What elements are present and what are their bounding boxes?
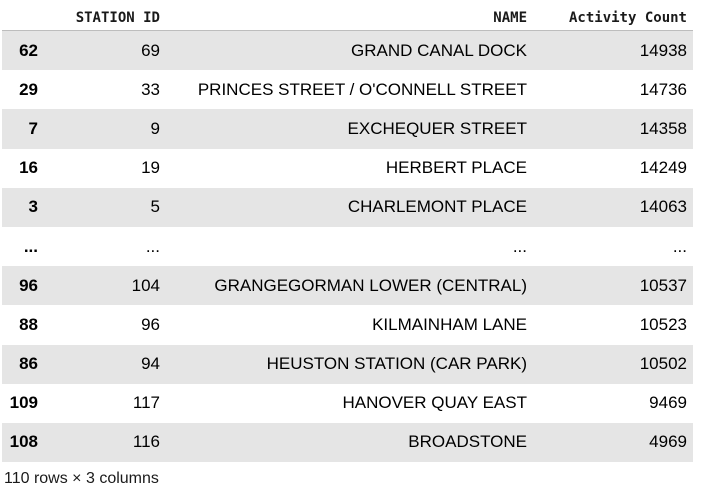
station-id-cell: 69 xyxy=(141,40,160,60)
ellipsis-row xyxy=(2,227,693,266)
station-id-cell: 9 xyxy=(150,118,160,138)
row-index: 7 xyxy=(28,118,38,138)
table-row xyxy=(2,109,693,148)
row-index: 96 xyxy=(19,275,38,295)
dataframe-table xyxy=(2,0,693,462)
row-index: 29 xyxy=(19,79,38,99)
name-cell: CHARLEMONT PLACE xyxy=(347,197,527,217)
name-cell: GRAND CANAL DOCK xyxy=(350,40,527,60)
table-row xyxy=(2,266,693,305)
row-index: 16 xyxy=(19,158,38,178)
name-cell: HEUSTON STATION (CAR PARK) xyxy=(266,354,527,374)
activity-count-cell: 14063 xyxy=(639,197,687,217)
row-index: 3 xyxy=(28,197,38,217)
activity-count-cell: 14938 xyxy=(639,40,687,60)
dataframe-shape-caption: 110 rows × 3 columns xyxy=(4,470,159,487)
table-row xyxy=(2,149,693,188)
station-id-cell: 96 xyxy=(141,314,160,334)
activity-count-cell: 4969 xyxy=(649,432,687,452)
activity-count-cell: 10523 xyxy=(639,314,687,334)
table-row xyxy=(2,31,693,71)
row-index: 109 xyxy=(9,393,38,413)
column-header-name: NAME xyxy=(166,0,533,31)
station-id-cell: 33 xyxy=(141,79,160,99)
activity-count-cell: 14736 xyxy=(639,79,687,99)
table-row xyxy=(2,384,693,423)
table-row xyxy=(2,70,693,109)
name-cell: KILMAINHAM LANE xyxy=(372,314,527,334)
station-id-ellipsis: ... xyxy=(145,236,160,256)
station-id-cell: 19 xyxy=(141,158,160,178)
table-row xyxy=(2,188,693,227)
station-id-cell: 104 xyxy=(131,275,160,295)
station-id-cell: 117 xyxy=(132,393,160,413)
column-header-activity-count: Activity Count xyxy=(533,0,693,31)
row-index: 86 xyxy=(19,354,38,374)
column-header-station-id: STATION ID xyxy=(50,0,166,31)
name-cell: GRANGEGORMAN LOWER (CENTRAL) xyxy=(214,275,527,295)
name-cell: HERBERT PLACE xyxy=(385,158,527,178)
activity-count-cell: 10502 xyxy=(639,354,687,374)
activity-count-cell: 14249 xyxy=(639,158,687,178)
name-ellipsis: ... xyxy=(512,236,527,256)
station-id-cell: 116 xyxy=(132,432,160,452)
name-cell: EXCHEQUER STREET xyxy=(347,118,527,138)
name-cell: PRINCES STREET / O'CONNELL STREET xyxy=(197,79,527,99)
station-id-cell: 5 xyxy=(150,197,160,217)
row-index: 62 xyxy=(19,40,38,60)
activity-count-cell: 10537 xyxy=(639,275,687,295)
activity-count-cell: 14358 xyxy=(639,118,687,138)
index-header xyxy=(2,0,50,31)
activity-count-cell: 9469 xyxy=(649,393,687,413)
name-cell: BROADSTONE xyxy=(408,432,527,452)
row-index: 88 xyxy=(19,314,38,334)
row-index: 108 xyxy=(9,432,38,452)
name-cell: HANOVER QUAY EAST xyxy=(342,393,527,413)
header-row xyxy=(2,0,693,31)
table-row xyxy=(2,423,693,462)
station-id-cell: 94 xyxy=(141,354,160,374)
table-row xyxy=(2,345,693,384)
row-index-ellipsis: ... xyxy=(23,236,38,256)
activity-count-ellipsis: ... xyxy=(672,236,687,256)
table-row xyxy=(2,305,693,344)
